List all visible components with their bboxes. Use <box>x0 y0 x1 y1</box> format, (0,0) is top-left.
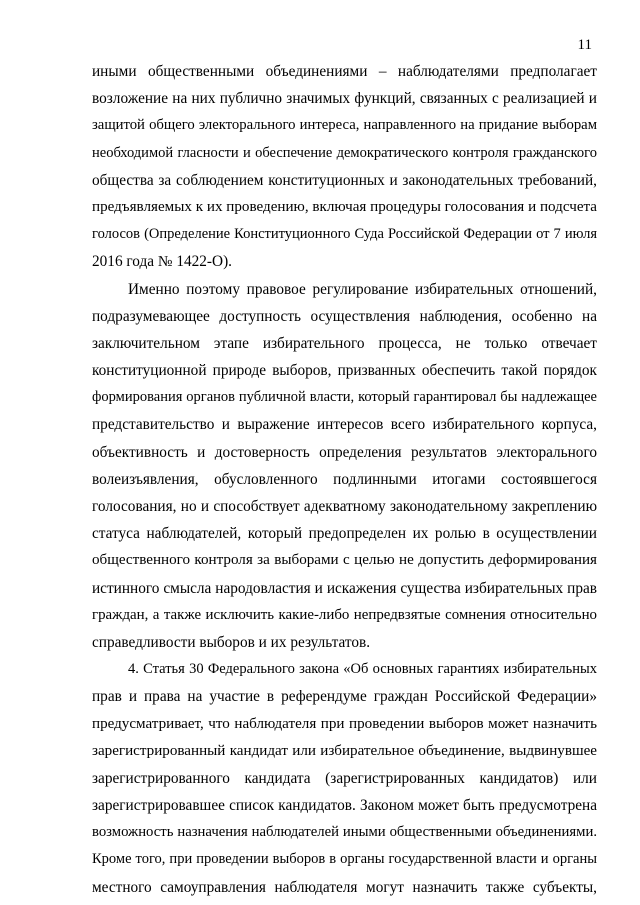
text-line: формирования органов публичной власти, который гарантировал бы надлежащее <box>92 389 597 406</box>
text-line: конституционной природе выборов, призванных обеспечить такой порядок <box>92 362 597 380</box>
text-line: общественного контроля за выборами с целью не допустить деформирования <box>92 552 597 569</box>
text-line: прав и права на участие в референдуме граждан Российской Федерации» <box>92 688 597 706</box>
text-line: Именно поэтому правовое регулирование избирательных отношений, <box>128 280 597 298</box>
body-text <box>92 58 597 901</box>
page-number: 11 <box>577 37 592 53</box>
text-line: предъявляемых к их проведению, включая процедуры голосования и подсчета <box>92 198 597 215</box>
text-line: возложение на них публично значимых функций, связанных с реализацией и <box>92 90 597 108</box>
text-line: голосования, но и способствует адекватному законодательному закреплению <box>92 498 597 515</box>
text-line: зарегистрированный кандидат или избирательное объединение, выдвинувшее <box>92 742 597 759</box>
text-line: возможность назначения наблюдателей иными общественными объединениями. <box>92 824 597 841</box>
text-line: 2016 года № 1422-О). <box>92 253 232 271</box>
text-line: зарегистрировавшее список кандидатов. Законом может быть предусмотрена <box>92 797 597 815</box>
text-line: Кроме того, при проведении выборов в органы государственной власти и органы <box>92 851 597 868</box>
text-line: зарегистрированного кандидата (зарегистрированных кандидатов) или <box>92 769 597 787</box>
text-line: заключительном этапе избирательного процесса, не только отвечает <box>92 334 597 352</box>
text-line: необходимой гласности и обеспечение демократического контроля гражданского <box>92 144 597 161</box>
text-line: общества за соблюдением конституционных и законодательных требований, <box>92 171 597 189</box>
text-line: подразумевающее доступность осуществления наблюдения, особенно на <box>92 307 597 325</box>
text-line: защитой общего электорального интереса, направленного на придание выборам <box>92 117 597 134</box>
text-line: справедливости выборов и их результатов. <box>92 633 371 651</box>
text-line: 4. Статья 30 Федерального закона «Об основных гарантиях избирательных <box>128 661 597 678</box>
text-line: объективность и достоверность определения результатов электорального <box>92 443 597 461</box>
text-line: местного самоуправления наблюдателя могут назначить также субъекты, <box>92 878 597 896</box>
text-line: волеизъявления, обусловленного подлинными итогами состоявшегося <box>92 470 597 488</box>
text-line: предусматривает, что наблюдателя при проведении выборов может назначить <box>92 715 597 732</box>
text-line: статуса наблюдателей, который предопределен их ролью в осуществлении <box>92 525 597 543</box>
text-line: голосов (Определение Конституционного Суда Российской Федерации от 7 июля <box>92 226 597 243</box>
text-line: представительство и выражение интересов всего избирательного корпуса, <box>92 416 597 434</box>
text-line: истинного смысла народовластия и искажения существа избирательных прав <box>92 579 597 597</box>
text-line: иными общественными объединениями – наблюдателями предполагает <box>92 63 597 80</box>
text-line: граждан, а также исключить какие-либо непредвзятые сомнения относительно <box>92 606 597 623</box>
